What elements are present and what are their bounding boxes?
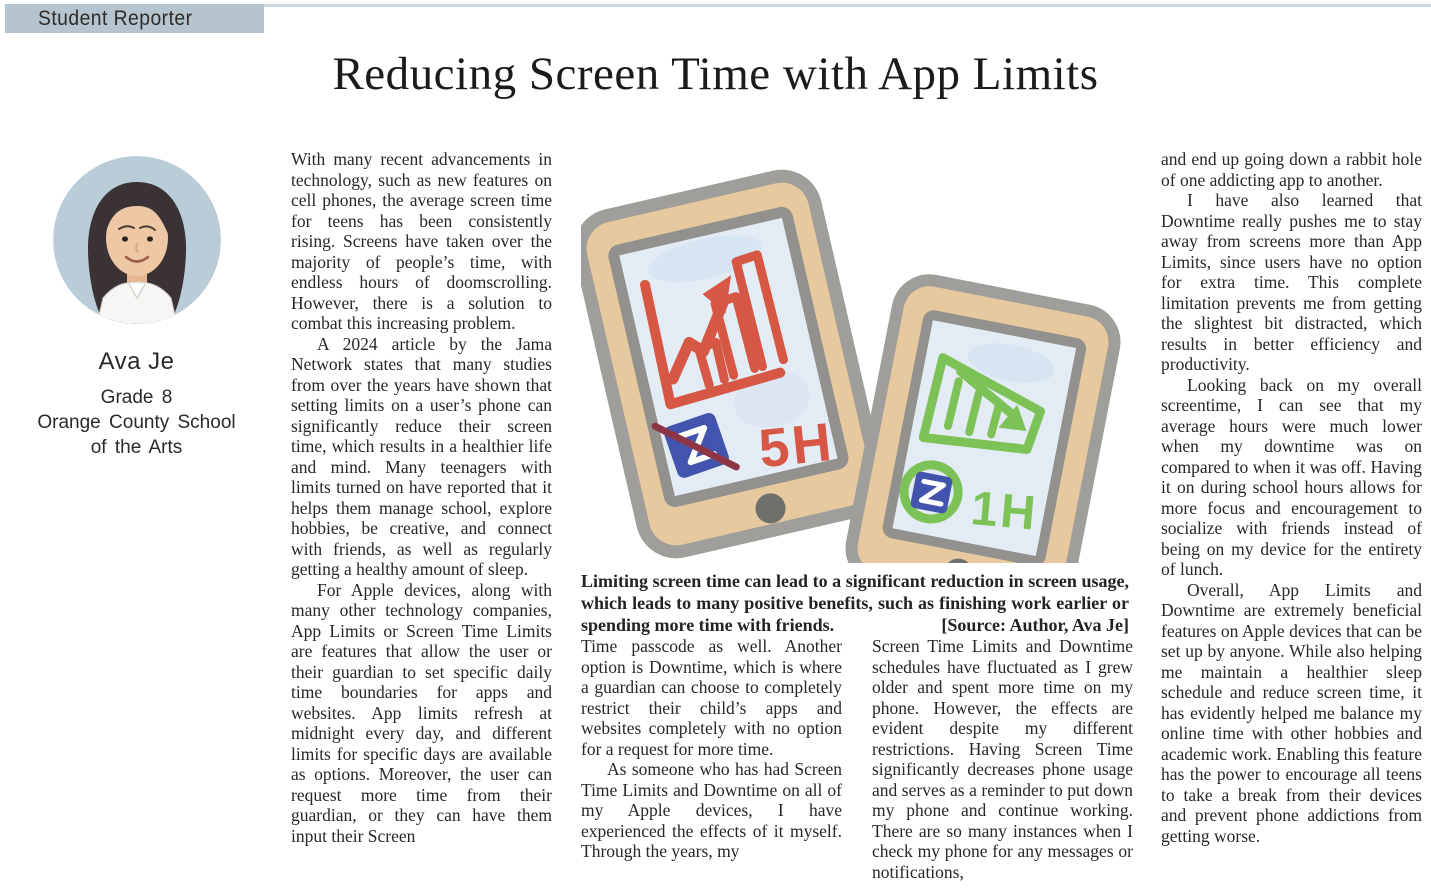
paragraph: For Apple devices, along with many other technology companies, App Limits or Screen Time Limits are features that allow the user or their guardian to set specific daily time boundaries for apps and websites. App limits refresh at midnight every day, and different limits for specific days are available as options. Moreover, the user can request more time from their guardian, or they can have them input their Screen xyxy=(291,579,552,846)
paragraph: Screen Time Limits and Downtime schedules have fluctuated as I grew older and spent more time on my phone. However, the effects are evident despite my different restrictions. Having Screen Time significantly decreases phone usage and serves as a reminder to put down my phone and continue working. There are so many instances when I check my phone for any messages or notifications, xyxy=(872,636,1133,882)
text-column-1 xyxy=(291,149,552,893)
section-label: Student Reporter xyxy=(38,6,193,30)
section-tag xyxy=(5,4,264,33)
left-tablet-icon xyxy=(581,169,885,558)
devices-illustration xyxy=(581,149,1129,563)
paragraph: Looking back on my overall screentime, I can see that my average hours were much lower when my downtime was on compared to when it was off. Having it on during school hours allows for more focus and encouragement to socialize with friends instead of being on my device for the entirety of lunch. xyxy=(1161,374,1422,579)
figure-caption xyxy=(581,570,1129,636)
article-title: Reducing Screen Time with App Limits xyxy=(332,48,1099,100)
figure-source: [Source: Author, Ava Je] xyxy=(941,615,1129,635)
paragraph: and end up going down a rabbit hole of one addicting app to another. xyxy=(1161,149,1422,190)
paragraph: Time passcode as well. Another option is Downtime, which is where a guardian can choose to completely restrict their child’s apps and websites completely with no option for a request for more time. xyxy=(581,636,842,759)
author-name: Ava Je xyxy=(98,348,175,375)
paragraph: A 2024 article by the Jama Network states that many studies from over the years have shown that setting limits on a user’s phone can significantly reduce their screen time, which results in a healthier life and mind. Many teenagers with limits turned on have reported that it helps them manage school, explore hobbies, be creative, and connect with friends, as well as regularly getting a healthy amount of sleep. xyxy=(291,333,552,579)
right-usage-label: 1H xyxy=(968,482,1041,541)
author-school-line1: Orange County School xyxy=(37,412,236,433)
text-column-2 xyxy=(581,636,842,894)
author-photo xyxy=(53,156,221,324)
author-school-line2: of the Arts xyxy=(90,437,183,458)
left-usage-label: 5H xyxy=(756,411,837,480)
article-figure xyxy=(581,149,1129,636)
paragraph: With many recent advancements in technology, such as new features on cell phones, the average screen time for teens has been consistently rising. Screens have taken over the majority of people’s time, with endless hours of doomscrolling. However, there is a solution to combat this increasing problem. xyxy=(291,149,552,333)
paragraph: As someone who has had Screen Time Limits and Downtime on all of my Apple devices, I have experienced the effects of it myself. Through the years, my xyxy=(581,759,842,861)
author-grade: Grade 8 xyxy=(100,387,173,408)
paragraph: Overall, App Limits and Downtime are extremely beneficial features on Apple devices that can be set up by anyone. While also helping me maintain a healthier sleep schedule and reduce screen time, it has evidently helped me balance my online time with other hobbies and academic work. Enabling this feature has the power to encourage all teens to take a break from their devices and prevent phone addictions from getting worse. xyxy=(1161,579,1422,846)
text-column-4 xyxy=(1161,149,1422,893)
right-phone-icon xyxy=(846,275,1120,563)
author-avatar-icon xyxy=(53,156,221,324)
author-block xyxy=(33,156,240,460)
text-column-3 xyxy=(872,636,1133,894)
figure-caption-text: Limiting screen time can lead to a significant reduction in screen usage, which leads to many positive benefits, such as finishing work earlier or spending more time with friends. xyxy=(581,571,1129,635)
paragraph: I have also learned that Downtime really pushes me to stay away from screens more than App Limits, since users have no option for extra time. This complete limitation prevents me from getting the slightest bit distracted, which results in better efficiency and productivity. xyxy=(1161,190,1422,374)
hourglass-app-icon-circled xyxy=(910,471,953,514)
